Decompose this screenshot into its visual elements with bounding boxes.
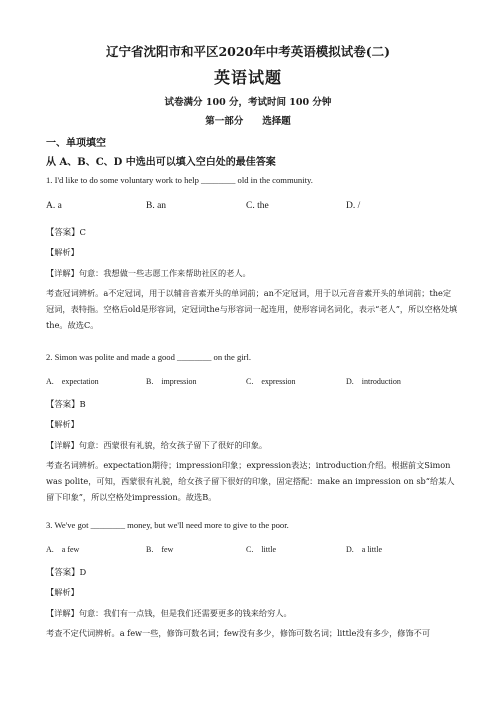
question-2-option-c: C. expression	[246, 377, 296, 386]
question-1-stem: 1. I'd like to do some voluntary work to help ________ old in the community.	[46, 175, 313, 185]
document-title: 辽宁省沈阳市和平区2020年中考英语模拟试卷(二)	[105, 44, 391, 59]
exam-info: 试卷满分 100 分，考试时间 100 分钟	[164, 97, 332, 108]
question-1-option-b: B. an	[146, 201, 167, 211]
question-2-option-a: A. expectation	[46, 377, 99, 386]
question-3-option-d: D. a little	[346, 545, 382, 554]
question-1-answer: 【答案】C	[46, 227, 86, 237]
question-1-analysis: 【解析】	[46, 247, 79, 257]
question-1-option-c: C. the	[246, 201, 269, 211]
section-heading: 一、单项填空	[46, 138, 106, 149]
question-3-stem: 3. We've got ________ money, but we'll need more to give to the poor.	[46, 520, 289, 530]
question-2-explanation: 考查名词辨析。expectation期待；impression印象；expression表达；introduction介绍。根据前文Simon was polite，可知，西蒙很有礼貌，给女孩子留下很好的印象，固定搭配：make an impression on sb“给某人留下印象”，所以空格处impression。故选B。	[46, 460, 455, 502]
section-instruction: 从 A、B、C、D 中选出可以填入空白处的最佳答案	[46, 157, 276, 168]
question-2-analysis: 【解析】	[46, 419, 79, 429]
question-2-answer: 【答案】B	[46, 399, 86, 409]
question-3-analysis: 【解析】	[46, 587, 79, 597]
question-3-option-c: C. little	[246, 545, 276, 554]
question-1-detail: 【详解】句意：我想做一些志愿工作来帮助社区的老人。	[46, 268, 251, 278]
document-subtitle: 英语试题	[213, 68, 282, 87]
question-1-explanation: 考查冠词辨析。a不定冠词，用于以辅音音素开头的单词前；an不定冠词，用于以元音音素开头的单词前；the定冠词，表特指。空格后old是形容词，定冠词the与形容词一起连用，使形容词名词化，表示“老人”，所以空格处填the。故选C。	[46, 288, 458, 330]
question-3-answer: 【答案】D	[46, 567, 87, 577]
part-heading: 第一部分 选择题	[205, 116, 291, 127]
question-3-option-b: B. few	[146, 545, 174, 554]
question-3-detail: 【详解】句意：我们有一点钱，但是我们还需要更多的钱来给穷人。	[46, 608, 292, 618]
question-2-option-b: B. impression	[146, 377, 197, 386]
question-1-option-a: A. a	[46, 201, 62, 211]
question-2-option-d: D. introduction	[346, 377, 401, 386]
question-2-stem: 2. Simon was polite and made a good ________ on the girl.	[46, 352, 252, 362]
question-3-option-a: A. a few	[46, 545, 80, 554]
question-3-explanation: 考查不定代词辨析。a few一些，修饰可数名词；few没有多少，修饰可数名词；little没有多少，修饰不可	[46, 628, 431, 638]
question-1-option-d: D. /	[346, 201, 361, 211]
question-2-detail: 【详解】句意：西蒙很有礼貌，给女孩子留下了很好的印象。	[46, 440, 268, 450]
